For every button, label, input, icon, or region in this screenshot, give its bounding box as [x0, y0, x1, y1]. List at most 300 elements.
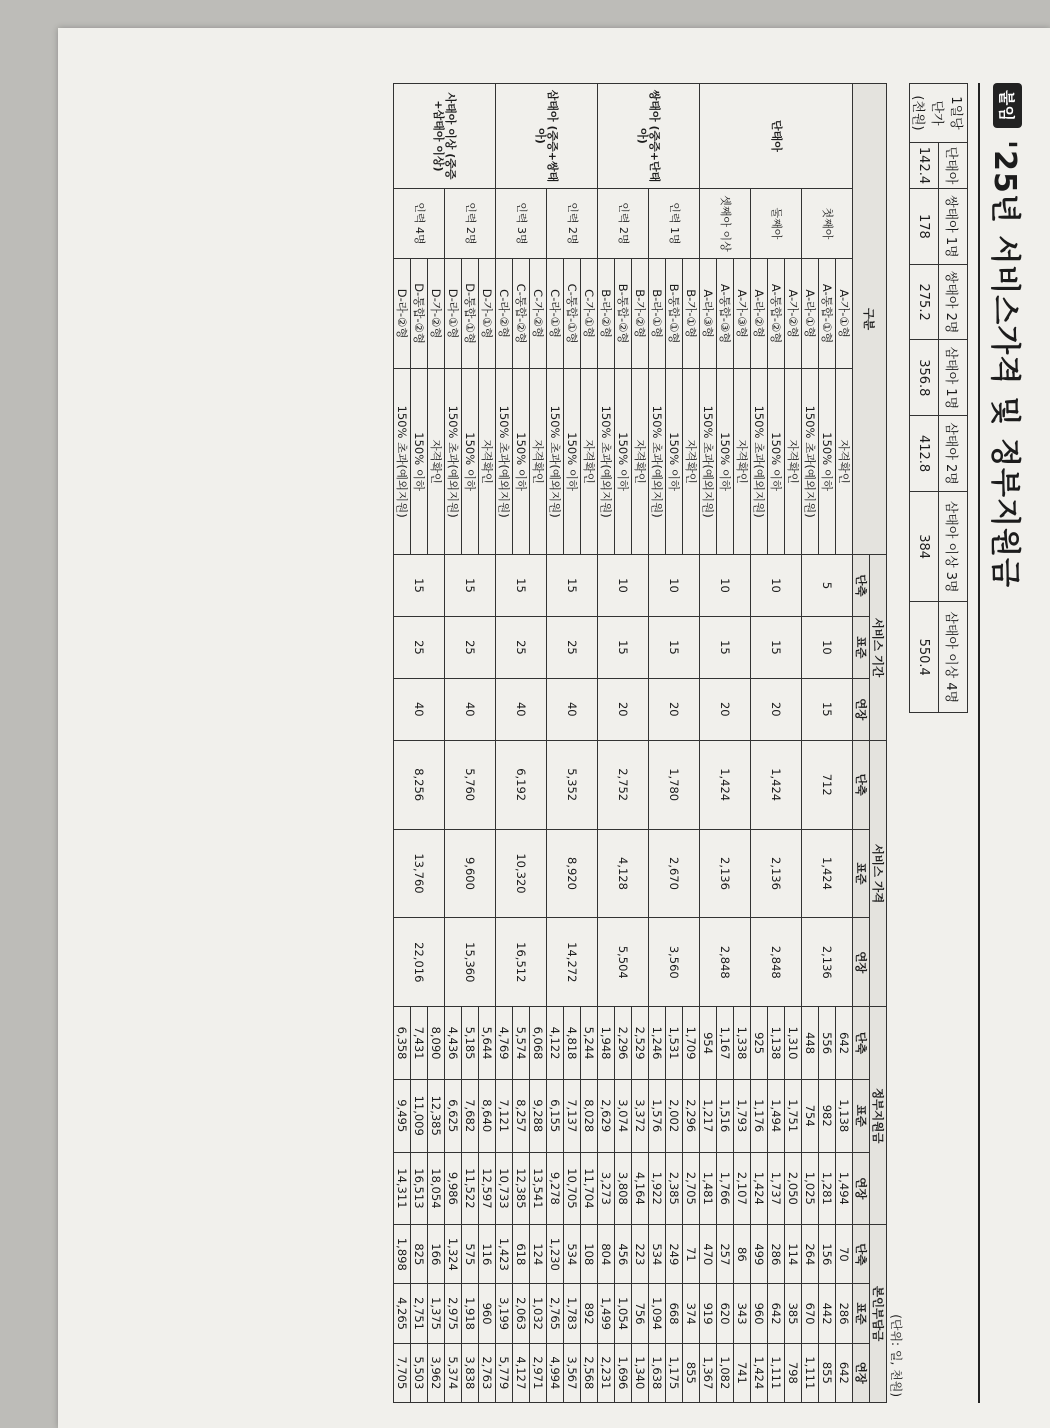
- subsidy-cell: 1,281: [819, 1152, 836, 1225]
- subsidy-cell: 2,002: [666, 1079, 683, 1152]
- eligibility-criterion: 150% 이하: [819, 369, 836, 555]
- unit-price-header: 삼태아 이상 4명: [939, 602, 968, 713]
- subsidy-cell: 4,436: [445, 1007, 462, 1080]
- copay-cell: 919: [700, 1284, 717, 1343]
- copay-cell: 166: [428, 1225, 445, 1284]
- eligibility-criterion: 150% 이하: [564, 369, 581, 555]
- copay-header: 본인부담금: [870, 1225, 887, 1403]
- subsidy-cell: 10,733: [496, 1152, 513, 1225]
- copay-cell: 642: [768, 1284, 785, 1343]
- subsidy-cell: 9,288: [530, 1079, 547, 1152]
- service-price-cell: 4,128: [598, 829, 649, 918]
- copay-cell: 286: [836, 1284, 853, 1343]
- service-price-body: [394, 84, 853, 1403]
- copay-cell: 223: [632, 1225, 649, 1284]
- short-header: 단축: [853, 740, 870, 829]
- subsidy-cell: 1,246: [649, 1007, 666, 1080]
- subsidy-cell: 13,541: [530, 1152, 547, 1225]
- service-period-cell: 10: [649, 555, 700, 617]
- table-row: [785, 84, 802, 1403]
- table-row: [683, 84, 700, 1403]
- eligibility-criterion: 150% 초과(예외지원): [649, 369, 666, 555]
- type-code: C-통합-②형: [513, 258, 530, 368]
- copay-cell: 264: [802, 1225, 819, 1284]
- standard-header: 표준: [853, 616, 870, 678]
- service-period-cell: 40: [445, 678, 496, 740]
- service-period-cell: 40: [547, 678, 598, 740]
- subsidy-cell: 1,424: [751, 1152, 768, 1225]
- copay-cell: 1,175: [666, 1343, 683, 1402]
- service-price-cell: 2,848: [700, 918, 751, 1007]
- eligibility-criterion: 자격확인: [785, 369, 802, 555]
- service-price-cell: 6,192: [496, 740, 547, 829]
- header-row-1: [870, 84, 887, 1403]
- eligibility-criterion: 150% 초과(예외지원): [700, 369, 717, 555]
- extended-header: 연장: [853, 918, 870, 1007]
- unit-price-value: 412.8: [910, 416, 939, 492]
- document-content: [393, 83, 1030, 1403]
- copay-cell: 1,111: [802, 1343, 819, 1402]
- subsidy-cell: 6,155: [547, 1079, 564, 1152]
- service-price-cell: 16,512: [496, 918, 547, 1007]
- copay-cell: 741: [734, 1343, 751, 1402]
- subsidy-cell: 16,513: [411, 1152, 428, 1225]
- unit-price-header: 삼태아 1명: [939, 340, 968, 416]
- type-code: D-통합-②형: [411, 258, 428, 368]
- copay-cell: 668: [666, 1284, 683, 1343]
- subsidy-cell: 6,068: [530, 1007, 547, 1080]
- eligibility-criterion: 150% 이하: [513, 369, 530, 555]
- copay-cell: 86: [734, 1225, 751, 1284]
- subgroup-label: 둘째아: [751, 188, 802, 258]
- type-code: B-가-①형: [683, 258, 700, 368]
- subsidy-cell: 9,986: [445, 1152, 462, 1225]
- unit-price-value: 550.4: [910, 602, 939, 713]
- eligibility-criterion: 150% 이하: [411, 369, 428, 555]
- copay-cell: 3,962: [428, 1343, 445, 1402]
- copay-cell: 1,340: [632, 1343, 649, 1402]
- subsidy-cell: 1,338: [734, 1007, 751, 1080]
- copay-cell: 442: [819, 1284, 836, 1343]
- service-period-cell: 25: [547, 616, 598, 678]
- eligibility-criterion: 자격확인: [581, 369, 598, 555]
- subgroup-label: 인력 4명: [394, 188, 445, 258]
- subsidy-cell: 1,494: [836, 1152, 853, 1225]
- copay-cell: 1,082: [717, 1343, 734, 1402]
- subsidy-cell: 1,138: [768, 1007, 785, 1080]
- copay-cell: 2,765: [547, 1284, 564, 1343]
- service-price-cell: 13,760: [394, 829, 445, 918]
- subsidy-cell: 3,273: [598, 1152, 615, 1225]
- copay-cell: 1,898: [394, 1225, 411, 1284]
- subsidy-cell: 6,358: [394, 1007, 411, 1080]
- subsidy-cell: 3,372: [632, 1079, 649, 1152]
- subsidy-cell: 1,176: [751, 1079, 768, 1152]
- subsidy-cell: 11,522: [462, 1152, 479, 1225]
- copay-cell: 855: [819, 1343, 836, 1402]
- subsidy-cell: 6,625: [445, 1079, 462, 1152]
- service-period-cell: 10: [751, 555, 802, 617]
- eligibility-criterion: 150% 이하: [462, 369, 479, 555]
- short-header: 단축: [853, 1007, 870, 1080]
- copay-cell: 620: [717, 1284, 734, 1343]
- subgroup-label: 인력 2명: [547, 188, 598, 258]
- copay-cell: 456: [615, 1225, 632, 1284]
- subsidy-cell: 5,574: [513, 1007, 530, 1080]
- type-code: D-가-②형: [428, 258, 445, 368]
- unit-price-header: 삼태아 2명: [939, 416, 968, 492]
- subsidy-cell: 1,516: [717, 1079, 734, 1152]
- subsidy-cell: 7,137: [564, 1079, 581, 1152]
- type-code: A-라-①형: [802, 258, 819, 368]
- copay-cell: 499: [751, 1225, 768, 1284]
- subsidy-cell: 4,769: [496, 1007, 513, 1080]
- subsidy-cell: 9,495: [394, 1079, 411, 1152]
- copay-cell: 670: [802, 1284, 819, 1343]
- type-code: B-라-①형: [649, 258, 666, 368]
- subsidy-cell: 2,629: [598, 1079, 615, 1152]
- type-code: D-라-①형: [445, 258, 462, 368]
- group-label: 단태아: [700, 84, 853, 189]
- title-underline: [978, 83, 980, 1403]
- service-price-cell: 1,424: [700, 740, 751, 829]
- subsidy-cell: 1,793: [734, 1079, 751, 1152]
- short-header: 단축: [853, 1225, 870, 1284]
- copay-cell: 2,971: [530, 1343, 547, 1402]
- copay-cell: 1,499: [598, 1284, 615, 1343]
- standard-header: 표준: [853, 1079, 870, 1152]
- copay-cell: 114: [785, 1225, 802, 1284]
- subsidy-cell: 1,481: [700, 1152, 717, 1225]
- unit-price-header: 쌍태아 2명: [939, 264, 968, 340]
- type-code: B-가-②형: [632, 258, 649, 368]
- price-header: 서비스 가격: [870, 740, 887, 1006]
- service-price-cell: 15,360: [445, 918, 496, 1007]
- copay-cell: 249: [666, 1225, 683, 1284]
- subsidy-cell: 2,705: [683, 1152, 700, 1225]
- copay-cell: 825: [411, 1225, 428, 1284]
- service-price-cell: 8,256: [394, 740, 445, 829]
- table-row: [479, 84, 496, 1403]
- subsidy-cell: 12,385: [428, 1079, 445, 1152]
- service-price-cell: 2,752: [598, 740, 649, 829]
- category-header: 구분: [853, 84, 887, 555]
- service-period-cell: 25: [394, 616, 445, 678]
- copay-cell: 5,374: [445, 1343, 462, 1402]
- copay-cell: 618: [513, 1225, 530, 1284]
- unit-price-value: 142.4: [910, 143, 939, 189]
- service-price-cell: 712: [802, 740, 853, 829]
- subsidy-cell: 982: [819, 1079, 836, 1152]
- unit-price-value: 356.8: [910, 340, 939, 416]
- copay-cell: 5,779: [496, 1343, 513, 1402]
- subsidy-header: 정부지원금: [870, 1007, 887, 1225]
- subsidy-cell: 14,311: [394, 1152, 411, 1225]
- type-code: B-통합-①형: [666, 258, 683, 368]
- copay-cell: 1,230: [547, 1225, 564, 1284]
- service-period-cell: 20: [598, 678, 649, 740]
- eligibility-criterion: 자격확인: [428, 369, 445, 555]
- subsidy-cell: 2,385: [666, 1152, 683, 1225]
- unit-note-row: [887, 83, 909, 1403]
- service-price-table: [393, 83, 887, 1403]
- subsidy-cell: 4,122: [547, 1007, 564, 1080]
- copay-cell: 2,751: [411, 1284, 428, 1343]
- type-code: C-통합-①형: [564, 258, 581, 368]
- subsidy-cell: 1,948: [598, 1007, 615, 1080]
- table-row: [530, 84, 547, 1403]
- unit-price-value: 384: [910, 491, 939, 602]
- copay-cell: 374: [683, 1284, 700, 1343]
- copay-cell: 1,696: [615, 1343, 632, 1402]
- extended-header: 연장: [853, 1152, 870, 1225]
- subsidy-cell: 1,737: [768, 1152, 785, 1225]
- extended-header: 연장: [853, 678, 870, 740]
- service-price-cell: 9,600: [445, 829, 496, 918]
- subsidy-cell: 1,494: [768, 1079, 785, 1152]
- service-period-cell: 20: [700, 678, 751, 740]
- unit-price-header-row: [939, 84, 968, 713]
- copay-cell: 1,375: [428, 1284, 445, 1343]
- type-code: A-통합-①형: [819, 258, 836, 368]
- copay-cell: 3,567: [564, 1343, 581, 1402]
- eligibility-criterion: 150% 초과(예외지원): [751, 369, 768, 555]
- type-code: A-가-①형: [836, 258, 853, 368]
- table-row: [632, 84, 649, 1403]
- type-code: A-라-②형: [751, 258, 768, 368]
- service-period-cell: 15: [445, 555, 496, 617]
- copay-cell: 3,199: [496, 1284, 513, 1343]
- copay-cell: 70: [836, 1225, 853, 1284]
- copay-cell: 3,838: [462, 1343, 479, 1402]
- copay-cell: 4,127: [513, 1343, 530, 1402]
- subsidy-cell: 5,185: [462, 1007, 479, 1080]
- eligibility-criterion: 150% 초과(예외지원): [598, 369, 615, 555]
- subsidy-cell: 7,431: [411, 1007, 428, 1080]
- subsidy-cell: 754: [802, 1079, 819, 1152]
- copay-cell: 156: [819, 1225, 836, 1284]
- unit-price-value-row: [910, 84, 939, 713]
- eligibility-criterion: 자격확인: [632, 369, 649, 555]
- page-title: '25년 서비스가격 및 정부지원금: [987, 139, 1022, 588]
- copay-cell: 804: [598, 1225, 615, 1284]
- copay-cell: 1,032: [530, 1284, 547, 1343]
- service-period-cell: 15: [547, 555, 598, 617]
- type-code: A-가-②형: [785, 258, 802, 368]
- copay-cell: 575: [462, 1225, 479, 1284]
- eligibility-criterion: 150% 초과(예외지원): [445, 369, 462, 555]
- service-period-cell: 40: [496, 678, 547, 740]
- copay-cell: 960: [751, 1284, 768, 1343]
- subsidy-cell: 1,922: [649, 1152, 666, 1225]
- eligibility-criterion: 자격확인: [836, 369, 853, 555]
- copay-cell: 4,994: [547, 1343, 564, 1402]
- subsidy-cell: 2,529: [632, 1007, 649, 1080]
- table-row: [734, 84, 751, 1403]
- table-row: [836, 84, 853, 1403]
- group-label: 삼태아 (중증+쌍태아): [496, 84, 598, 189]
- subsidy-cell: 1,217: [700, 1079, 717, 1152]
- copay-cell: 1,423: [496, 1225, 513, 1284]
- subsidy-cell: 12,597: [479, 1152, 496, 1225]
- service-price-cell: 5,352: [547, 740, 598, 829]
- subsidy-cell: 2,296: [615, 1007, 632, 1080]
- service-price-cell: 5,504: [598, 918, 649, 1007]
- service-period-cell: 10: [598, 555, 649, 617]
- type-code: C-라-②형: [496, 258, 513, 368]
- copay-cell: 385: [785, 1284, 802, 1343]
- subsidy-cell: 642: [836, 1007, 853, 1080]
- service-period-cell: 40: [394, 678, 445, 740]
- service-period-cell: 25: [496, 616, 547, 678]
- copay-cell: 470: [700, 1225, 717, 1284]
- copay-cell: 4,265: [394, 1284, 411, 1343]
- service-period-cell: 15: [598, 616, 649, 678]
- service-price-cell: 14,272: [547, 918, 598, 1007]
- group-label: 쌍태아 (중증+단태아): [598, 84, 700, 189]
- copay-cell: 71: [683, 1225, 700, 1284]
- subsidy-cell: 3,074: [615, 1079, 632, 1152]
- copay-cell: 1,424: [751, 1343, 768, 1402]
- subsidy-cell: 1,751: [785, 1079, 802, 1152]
- subsidy-cell: 1,167: [717, 1007, 734, 1080]
- eligibility-criterion: 150% 이하: [615, 369, 632, 555]
- subsidy-cell: 18,054: [428, 1152, 445, 1225]
- eligibility-criterion: 150% 이하: [717, 369, 734, 555]
- copay-cell: 286: [768, 1225, 785, 1284]
- copay-cell: 756: [632, 1284, 649, 1343]
- short-header: 단축: [853, 555, 870, 617]
- unit-price-value: 275.2: [910, 264, 939, 340]
- copay-cell: 1,638: [649, 1343, 666, 1402]
- service-price-cell: 2,136: [802, 918, 853, 1007]
- subsidy-cell: 8,640: [479, 1079, 496, 1152]
- subsidy-cell: 1,531: [666, 1007, 683, 1080]
- service-period-cell: 20: [649, 678, 700, 740]
- subsidy-cell: 1,709: [683, 1007, 700, 1080]
- type-code: B-라-②형: [598, 258, 615, 368]
- copay-cell: 1,783: [564, 1284, 581, 1343]
- subsidy-cell: 12,385: [513, 1152, 530, 1225]
- service-period-cell: 10: [802, 616, 853, 678]
- service-period-cell: 10: [700, 555, 751, 617]
- copay-cell: 2,568: [581, 1343, 598, 1402]
- subsidy-cell: 9,278: [547, 1152, 564, 1225]
- subsidy-cell: 925: [751, 1007, 768, 1080]
- type-code: C-가-②형: [530, 258, 547, 368]
- eligibility-criterion: 자격확인: [683, 369, 700, 555]
- unit-price-value: 178: [910, 189, 939, 265]
- copay-cell: 1,111: [768, 1343, 785, 1402]
- copay-cell: 2,975: [445, 1284, 462, 1343]
- service-period-cell: 15: [700, 616, 751, 678]
- copay-cell: 1,054: [615, 1284, 632, 1343]
- eligibility-criterion: 150% 초과(예외지원): [394, 369, 411, 555]
- copay-cell: 5,503: [411, 1343, 428, 1402]
- subsidy-cell: 5,644: [479, 1007, 496, 1080]
- eligibility-criterion: 자격확인: [734, 369, 751, 555]
- copay-cell: 960: [479, 1284, 496, 1343]
- service-price-cell: 2,136: [751, 829, 802, 918]
- service-price-cell: 1,780: [649, 740, 700, 829]
- service-price-cell: 2,670: [649, 829, 700, 918]
- unit-price-row-label: 1일당 단가 (천원): [910, 84, 968, 143]
- standard-header: 표준: [853, 1284, 870, 1343]
- service-period-cell: 15: [751, 616, 802, 678]
- eligibility-criterion: 자격확인: [530, 369, 547, 555]
- service-price-cell: 10,320: [496, 829, 547, 918]
- subsidy-cell: 3,808: [615, 1152, 632, 1225]
- subsidy-cell: 5,244: [581, 1007, 598, 1080]
- service-period-cell: 15: [802, 678, 853, 740]
- type-code: D-라-②형: [394, 258, 411, 368]
- copay-cell: 343: [734, 1284, 751, 1343]
- service-price-cell: 2,136: [700, 829, 751, 918]
- copay-cell: 257: [717, 1225, 734, 1284]
- copay-cell: 798: [785, 1343, 802, 1402]
- subsidy-cell: 1,310: [785, 1007, 802, 1080]
- service-period-cell: 5: [802, 555, 853, 617]
- service-period-cell: 20: [751, 678, 802, 740]
- subsidy-cell: 8,028: [581, 1079, 598, 1152]
- subsidy-cell: 2,107: [734, 1152, 751, 1225]
- copay-cell: 7,705: [394, 1343, 411, 1402]
- table-row: [428, 84, 445, 1403]
- subgroup-label: 인력 2명: [445, 188, 496, 258]
- subsidy-cell: 4,164: [632, 1152, 649, 1225]
- service-price-cell: 1,424: [802, 829, 853, 918]
- copay-cell: 2,763: [479, 1343, 496, 1402]
- unit-note: (단위: 일, 천원): [889, 1314, 903, 1397]
- service-price-cell: 1,424: [751, 740, 802, 829]
- subgroup-label: 인력 1명: [649, 188, 700, 258]
- type-code: D-통합-①형: [462, 258, 479, 368]
- subsidy-cell: 2,050: [785, 1152, 802, 1225]
- copay-cell: 124: [530, 1225, 547, 1284]
- copay-cell: 2,231: [598, 1343, 615, 1402]
- subsidy-cell: 448: [802, 1007, 819, 1080]
- copay-cell: 1,918: [462, 1284, 479, 1343]
- extended-header: 연장: [853, 1343, 870, 1402]
- eligibility-criterion: 자격확인: [479, 369, 496, 555]
- unit-price-table: [909, 83, 968, 713]
- type-code: B-통합-②형: [615, 258, 632, 368]
- service-period-cell: 15: [394, 555, 445, 617]
- subsidy-cell: 8,257: [513, 1079, 530, 1152]
- copay-cell: 116: [479, 1225, 496, 1284]
- subgroup-label: 인력 3명: [496, 188, 547, 258]
- subsidy-cell: 10,705: [564, 1152, 581, 1225]
- subsidy-cell: 7,121: [496, 1079, 513, 1152]
- copay-cell: 534: [564, 1225, 581, 1284]
- subsidy-cell: 8,090: [428, 1007, 445, 1080]
- eligibility-criterion: 150% 이하: [666, 369, 683, 555]
- subgroup-label: 셋째아 이상: [700, 188, 751, 258]
- service-period-cell: 15: [496, 555, 547, 617]
- subsidy-cell: 11,009: [411, 1079, 428, 1152]
- type-code: A-가-③형: [734, 258, 751, 368]
- type-code: C-가-①형: [581, 258, 598, 368]
- eligibility-criterion: 150% 초과(예외지원): [547, 369, 564, 555]
- unit-price-header: 단태아: [939, 143, 968, 189]
- subsidy-cell: 1,138: [836, 1079, 853, 1152]
- subsidy-cell: 1,576: [649, 1079, 666, 1152]
- copay-cell: 1,324: [445, 1225, 462, 1284]
- copay-cell: 108: [581, 1225, 598, 1284]
- standard-header: 표준: [853, 829, 870, 918]
- copay-cell: 1,094: [649, 1284, 666, 1343]
- subgroup-label: 첫째아: [802, 188, 853, 258]
